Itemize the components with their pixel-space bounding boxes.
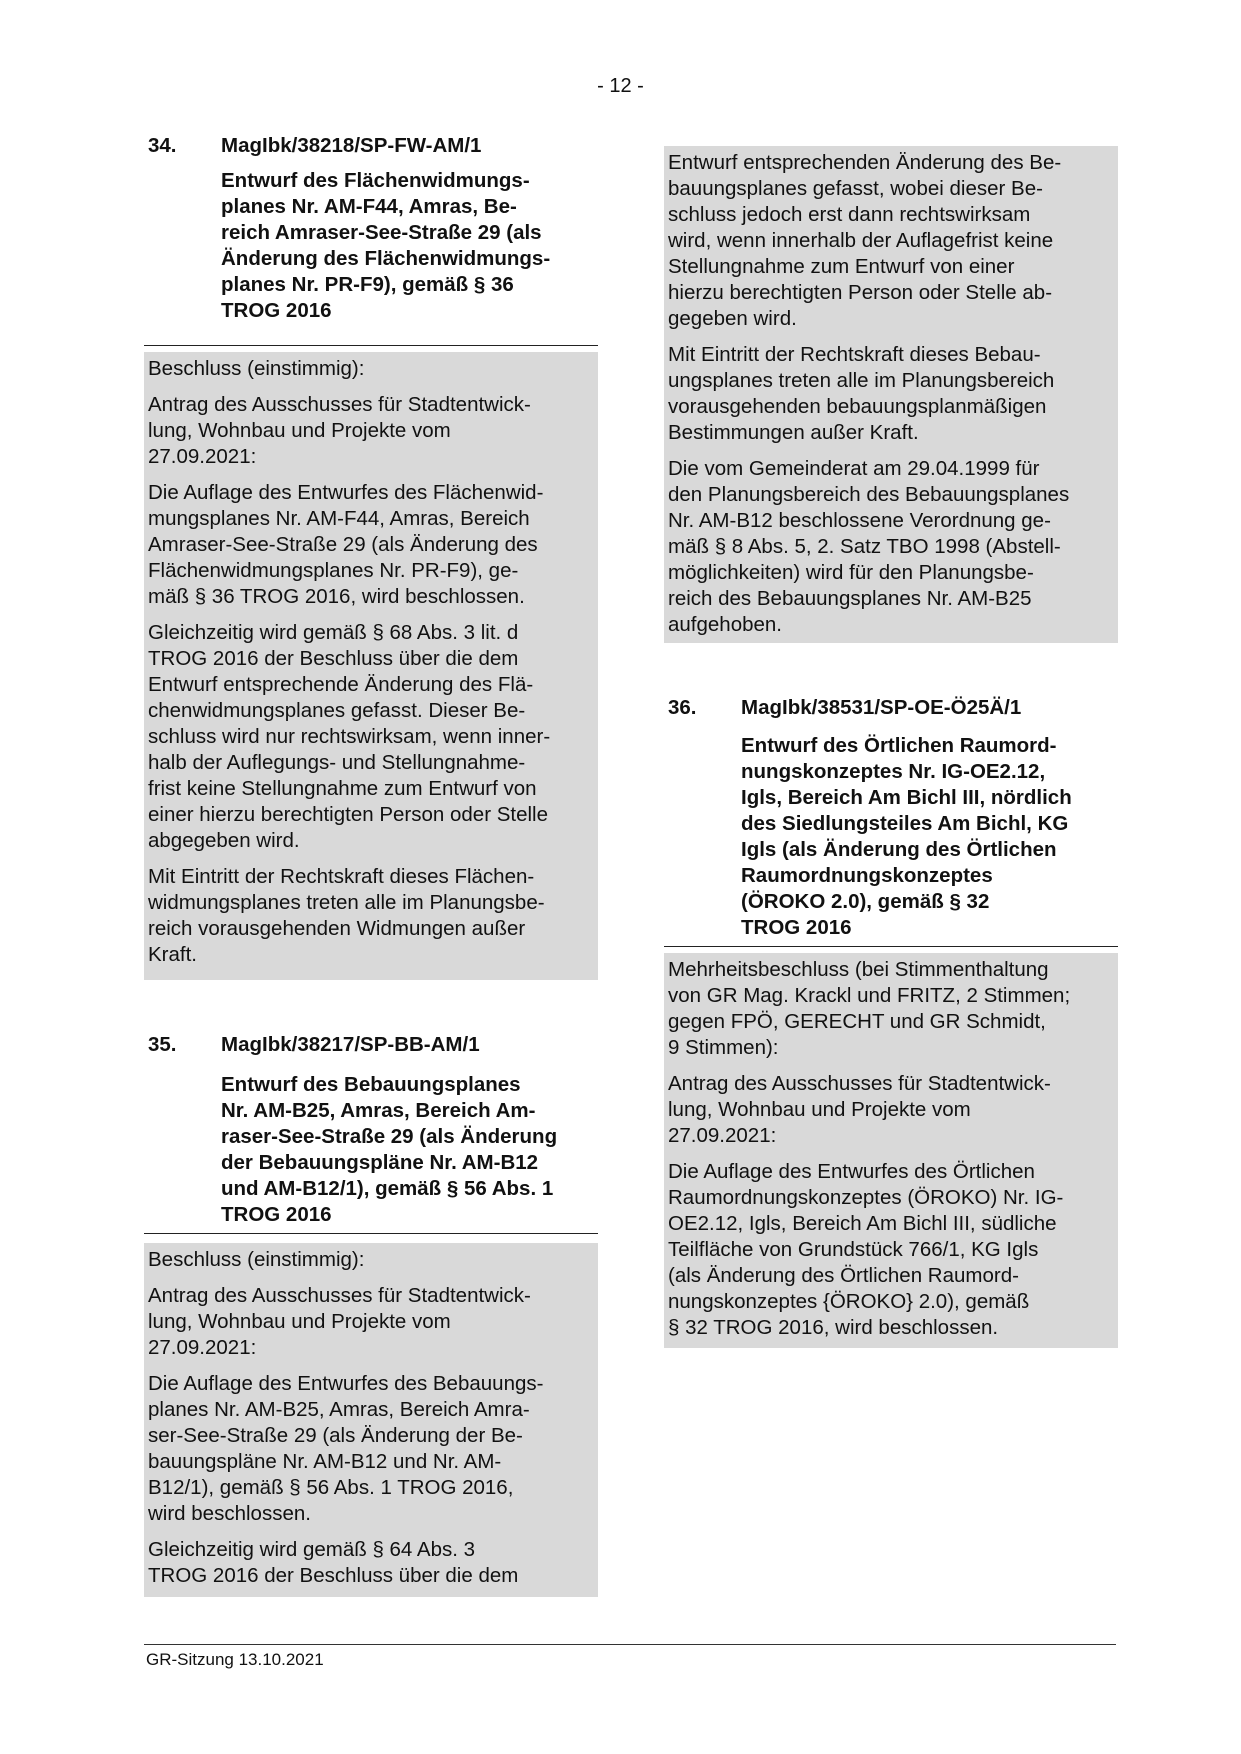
divider: [144, 345, 598, 346]
paragraph: Die vom Gemeinderat am 29.04.1999 für den Planungsbereich des Bebauungsplanes Nr. AM-B12 beschlossene Verordnung ge- mäß § 8 Abs. 5, 2. Satz TBO 1998 (Abstell- möglichkeiten) wird für den Planungsbe- reich des Bebauungsplanes Nr. AM-B25 aufgehoben.: [668, 457, 1070, 636]
paragraph: Gleichzeitig wird gemäß § 64 Abs. 3 TROG 2016 der Beschluss über die dem: [148, 1538, 519, 1587]
paragraph: Mit Eintritt der Rechtskraft dieses Bebau- ungsplanes treten alle im Planungsbereich vorausgehenden bebauungsplanmäßigen Bestimmungen außer Kraft.: [668, 343, 1055, 444]
item-title: Entwurf des Bebauungsplanes Nr. AM-B25, Amras, Bereich Am- raser-See-Straße 29 (als Änderung der Bebauungspläne Nr. AM-B12 und AM-B12/1), gemäß § 56 Abs. 1 TROG 2016: [221, 1073, 558, 1226]
item-title: Entwurf des Örtlichen Raumord- nungskonzeptes Nr. IG-OE2.12, Igls, Bereich Am Bichl III, nördlich des Siedlungsteiles Am Bichl, KG Igls (als Änderung des Örtlichen Raumordnungskonzeptes (ÖROKO 2.0), gemäß § 32 TROG 2016: [741, 734, 1072, 939]
item-35-continuation: [664, 146, 1118, 643]
paragraph: Die Auflage des Entwurfes des Bebauungs- planes Nr. AM-B25, Amras, Bereich Amra- ser-See-Straße 29 (als Änderung der Be- bauungspläne Nr. AM-B12 und Nr. AM- B12/1), gemäß § 56 Abs. 1 TROG 2016, wird beschlossen.: [148, 1372, 544, 1525]
item-number: 34.: [148, 134, 177, 157]
paragraph: Gleichzeitig wird gemäß § 68 Abs. 3 lit. d TROG 2016 der Beschluss über die dem Entwurf entsprechende Änderung des Flä- chenwidmungsplanes gefasst. Dieser Be- schluss wird nur rechtswirksam, wenn inner- halb der Auflegungs- und Stellungnahme- frist keine Stellungnahme zum Entwurf von einer hierzu berechtigten Person oder Stelle abgegeben wird.: [148, 621, 551, 852]
resolution-type: Beschluss (einstimmig):: [148, 357, 365, 380]
page-number: - 12 -: [597, 75, 644, 97]
resolution-type: Mehrheitsbeschluss (bei Stimmenthaltung von GR Mag. Krackl und FRITZ, 2 Stimmen; gegen FPÖ, GERECHT und GR Schmidt, 9 Stimmen):: [668, 958, 1071, 1059]
paragraph: Entwurf entsprechenden Änderung des Be- bauungsplanes gefasst, wobei dieser Be- schluss jedoch erst dann rechtswirksam wird, wenn innerhalb der Auflagefrist keine Stellungnahme zum Entwurf von einer hierzu berechtigten Person oder Stelle ab- gegeben wird.: [668, 151, 1062, 330]
resolution-type: Beschluss (einstimmig):: [148, 1248, 365, 1271]
divider: [144, 1233, 598, 1234]
item-35-resolution: [144, 1243, 598, 1597]
item-number: 35.: [148, 1033, 177, 1056]
item-title: Entwurf des Flächenwidmungs- planes Nr. AM-F44, Amras, Be- reich Amraser-See-Straße 29 (als Änderung des Flächenwidmungs- planes Nr. PR-F9), gemäß § 36 TROG 2016: [221, 169, 551, 322]
item-code: MagIbk/38217/SP-BB-AM/1: [221, 1033, 480, 1056]
item-34-resolution: [144, 352, 598, 980]
item-code: MagIbk/38531/SP-OE-Ö25Ä/1: [741, 696, 1022, 719]
footer-divider: [144, 1644, 1116, 1645]
paragraph: Mit Eintritt der Rechtskraft dieses Flächen- widmungsplanes treten alle im Planungsbe- reich vorausgehenden Widmungen außer Kraft.: [148, 865, 545, 966]
paragraph: Antrag des Ausschusses für Stadtentwick- lung, Wohnbau und Projekte vom 27.09.2021:: [148, 1284, 531, 1359]
item-number: 36.: [668, 696, 697, 719]
paragraph: Antrag des Ausschusses für Stadtentwick- lung, Wohnbau und Projekte vom 27.09.2021:: [148, 393, 531, 468]
item-36-resolution: [664, 953, 1118, 1348]
footer-text: GR-Sitzung 13.10.2021: [146, 1650, 324, 1669]
item-code: MagIbk/38218/SP-FW-AM/1: [221, 134, 482, 157]
paragraph: Die Auflage des Entwurfes des Örtlichen Raumordnungskonzeptes (ÖROKO) Nr. IG- OE2.12, Igls, Bereich Am Bichl III, südliche Teilfläche von Grundstück 766/1, KG Igls (als Änderung des Örtlichen Raumord- nungskonzeptes {ÖROKO} 2.0), gemäß § 32 TROG 2016, wird beschlossen.: [668, 1160, 1064, 1339]
divider: [664, 946, 1118, 947]
paragraph: Antrag des Ausschusses für Stadtentwick- lung, Wohnbau und Projekte vom 27.09.2021:: [668, 1072, 1051, 1147]
paragraph: Die Auflage des Entwurfes des Flächenwid- mungsplanes Nr. AM-F44, Amras, Bereich Amraser-See-Straße 29 (als Änderung des Flächenwidmungsplanes Nr. PR-F9), ge- mäß § 36 TROG 2016, wird beschlossen.: [148, 481, 544, 608]
